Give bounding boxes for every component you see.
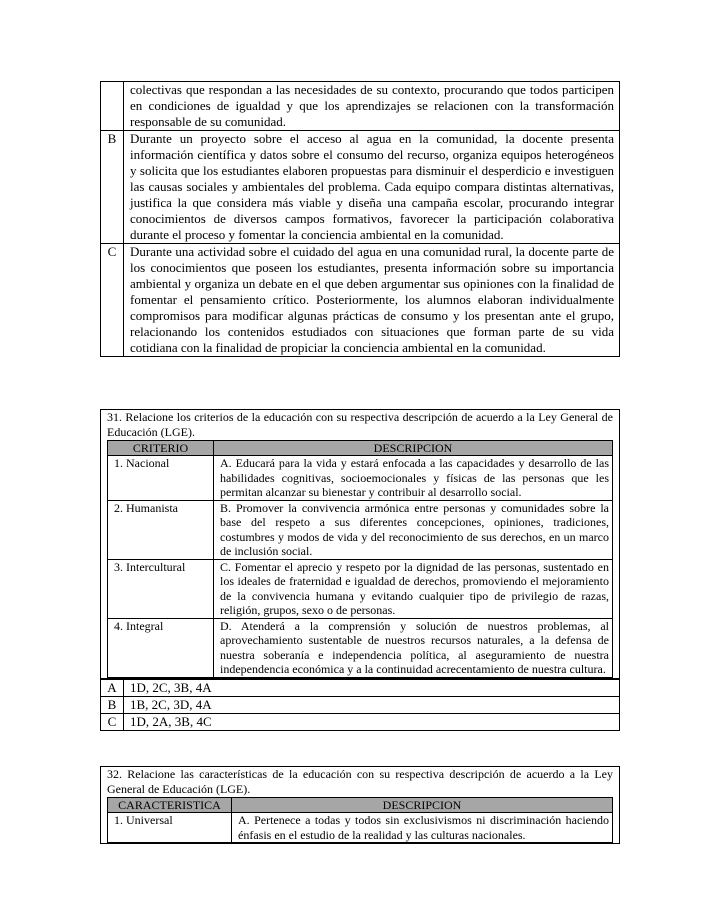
description-cell: C. Fomentar el aprecio y respeto por la dignidad de las personas, sustentado en los ideales de fraternidad e igualdad de derechos, promoviendo el mejoramiento de la convivencia humana y evitando cualquier tipo de privilegio de razas, religión, grupos, sexo o de personas. bbox=[214, 559, 613, 618]
characteristic-cell: 1. Universal bbox=[108, 813, 232, 843]
table-row bbox=[108, 813, 613, 843]
options-table bbox=[100, 81, 620, 357]
question-box bbox=[100, 409, 620, 679]
question-32 bbox=[100, 766, 620, 844]
option-letter: A bbox=[101, 679, 124, 696]
matching-table bbox=[107, 797, 613, 843]
description-cell: A. Educará para la vida y estará enfocada a las capacidades y desarrollo de las habilidades cognitivas, socioemocionales y físicas de las personas que les permitan alcanzar su bienestar y contribuir al desarrollo social. bbox=[214, 456, 613, 501]
option-row bbox=[101, 713, 620, 730]
option-letter: B bbox=[101, 696, 124, 713]
question-stem bbox=[101, 767, 619, 797]
option-row bbox=[101, 244, 620, 357]
criterion-cell: 3. Intercultural bbox=[108, 559, 214, 618]
option-row bbox=[101, 131, 620, 244]
option-text: Durante una actividad sobre el cuidado del agua en una comunidad rural, la docente parte de los conocimientos que poseen los estudiantes, presenta información sobre su importancia ambiental y organiza un debate en el que deben argumentar sus opiniones con la finalidad de fomentar el pensamiento crítico. Posteriormente, los alumnos elaboran individualmente compromisos para modificar algunas prácticas de consumo y los presentan ante el grupo, relacionando los contenidos estudiados con situaciones que forman parte de su vida cotidiana con la finalidad de propiciar la conciencia ambiental en la comunidad. bbox=[124, 244, 620, 357]
option-text: 1D, 2C, 3B, 4A bbox=[124, 679, 620, 696]
header-criterion: CRITERIO bbox=[108, 441, 214, 456]
header-description: DESCRIPCION bbox=[232, 798, 613, 813]
option-letter: C bbox=[101, 713, 124, 730]
question-31 bbox=[100, 409, 620, 731]
option-text: 1D, 2A, 3B, 4C bbox=[124, 713, 620, 730]
previous-question-options bbox=[100, 81, 620, 357]
header-description: DESCRIPCION bbox=[214, 441, 613, 456]
question-number: 31. bbox=[107, 410, 122, 424]
criterion-cell: 4. Integral bbox=[108, 618, 214, 677]
option-letter: B bbox=[101, 131, 124, 244]
criterion-cell: 1. Nacional bbox=[108, 456, 214, 501]
option-letter: C bbox=[101, 244, 124, 357]
question-stem bbox=[101, 410, 619, 440]
description-cell: B. Promover la convivencia armónica entre personas y comunidades sobre la base del respeto a sus diferentes concepciones, opiniones, tradiciones, costumbres y modos de vida y del reconocimiento de sus derechos, en un marco de inclusión social. bbox=[214, 500, 613, 559]
option-letter bbox=[101, 82, 124, 131]
option-row bbox=[101, 696, 620, 713]
criterion-cell: 2. Humanista bbox=[108, 500, 214, 559]
matching-header bbox=[108, 798, 613, 813]
matching-table bbox=[107, 440, 613, 678]
option-text: Durante un proyecto sobre el acceso al agua en la comunidad, la docente presenta información científica y datos sobre el consumo del recurso, organiza equipos heterogéneos y solicita que los estudiantes elaboren propuestas para disminuir el desperdicio e investiguen las causas sociales y ambientales del problema. Cada equipo compara distintas alternativas, justifica la que considera más viable y diseña una campaña escolar, procurando integrar conocimientos de diversos campos formativos, favorecer la participación colaborativa durante el proceso y fomentar la conciencia ambiental en la comunidad. bbox=[124, 131, 620, 244]
option-row bbox=[101, 679, 620, 696]
answer-options bbox=[100, 679, 620, 731]
option-text: 1B, 2C, 3D, 4A bbox=[124, 696, 620, 713]
option-text: colectivas que respondan a las necesidades de su contexto, procurando que todos participen en condiciones de igualdad y que los aprendizajes se relacionen con la transformación responsable de su comunidad. bbox=[124, 82, 620, 131]
description-cell: A. Pertenece a todas y todos sin exclusivismos ni discriminación haciendo énfasis en el estudio de la realidad y las culturas nacionales. bbox=[232, 813, 613, 843]
question-box bbox=[100, 766, 620, 844]
header-characteristic: CARACTERISTICA bbox=[108, 798, 232, 813]
question-number: 32. bbox=[107, 767, 122, 781]
table-row bbox=[108, 456, 613, 501]
table-row bbox=[108, 500, 613, 559]
matching-header bbox=[108, 441, 613, 456]
question-text: Relacione las características de la educación con su respectiva descripción de acuerdo a la Ley General de Educación (LGE). bbox=[107, 767, 613, 796]
question-text: Relacione los criterios de la educación con su respectiva descripción de acuerdo a la Ley General de Educación (LGE). bbox=[107, 410, 613, 439]
table-row bbox=[108, 559, 613, 618]
table-row bbox=[108, 618, 613, 677]
option-row bbox=[101, 82, 620, 131]
description-cell: D. Atenderá a la comprensión y solución de nuestros problemas, al aprovechamiento sustentable de nuestros recursos naturales, a la defensa de nuestra soberanía e independencia política, al aseguramiento de nuestra independencia económica y a la continuidad acrecentamiento de nuestra cultura. bbox=[214, 618, 613, 677]
